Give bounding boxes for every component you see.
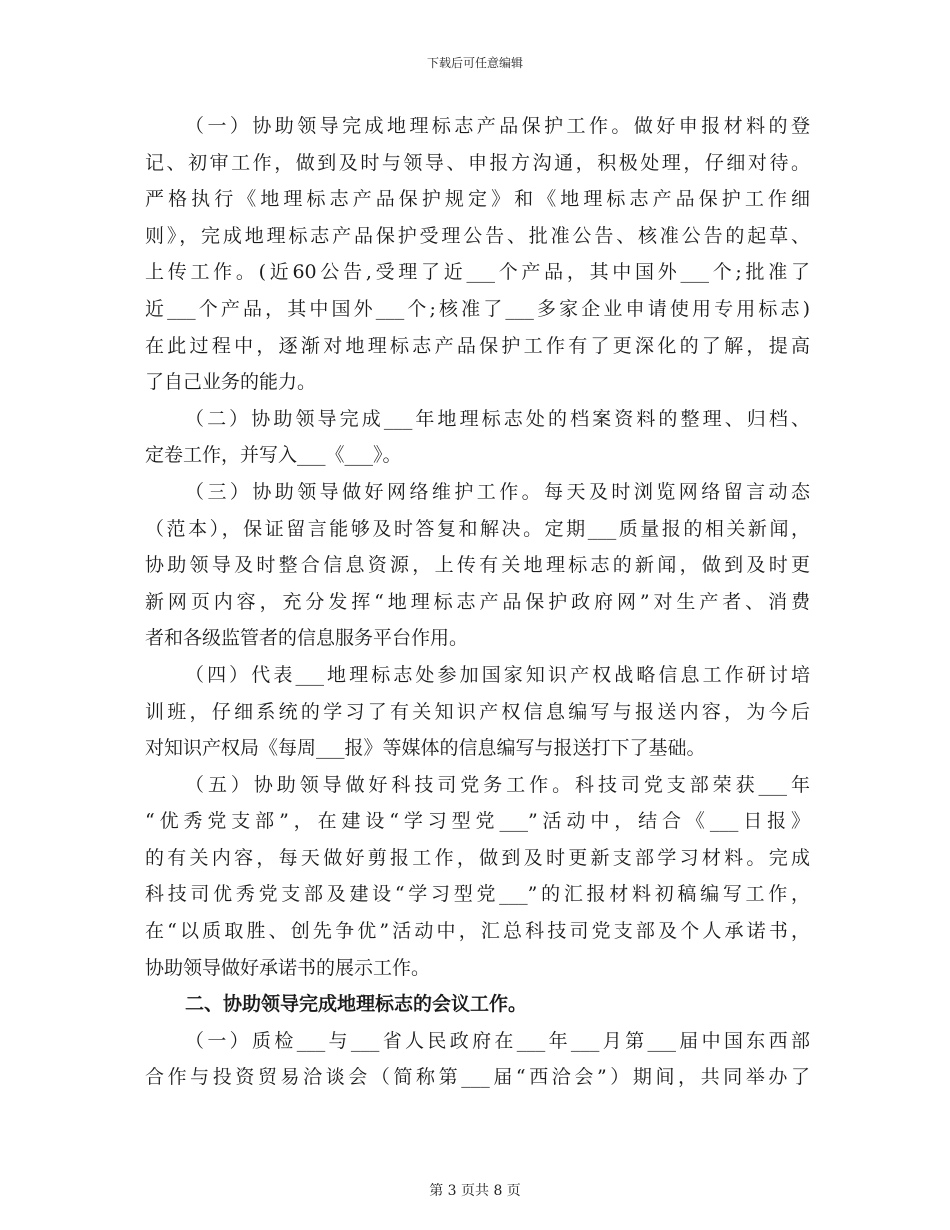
text-line: 在“以质取胜、创先争优”活动中，汇总科技司党支部及个人承诺书， <box>145 920 810 943</box>
section-heading: 二、协助领导完成地理标志的会议工作。 <box>185 993 528 1016</box>
text-line: （四）代表___地理标志处参加国家知识产权战略信息工作研讨培 <box>185 663 810 686</box>
text-line: （一）质检___与___省人民政府在___年___月第___届中国东西部 <box>185 1029 810 1052</box>
text-line: （二）协助领导完成___年地理标志处的档案资料的整理、归档、 <box>185 407 810 430</box>
text-line: 对知识产权局《每周___报》等媒体的信息编写与报送打下了基础。 <box>145 737 706 760</box>
text-line: “优秀党支部”，在建设“学习型党___”活动中，结合《___日报》 <box>145 810 810 833</box>
text-line: 定卷工作，并写入___《___》。 <box>145 444 402 467</box>
text-line: 协助领导及时整合信息资源，上传有关地理标志的新闻，做到及时更 <box>145 554 810 577</box>
text-line: 了自己业务的能力。 <box>145 371 317 394</box>
text-line: 则》，完成地理标志产品保护受理公告、批准公告、核准公告的起草、 <box>145 224 810 247</box>
text-line: 在此过程中，逐渐对地理标志产品保护工作有了更深化的了解，提高 <box>145 334 810 357</box>
text-line: 新网页内容，充分发挥“地理标志产品保护政府网”对生产者、消费 <box>145 590 810 613</box>
text-line: （范本），保证留言能够及时答复和解决。定期___质量报的相关新闻， <box>145 517 810 540</box>
text-line: 科技司优秀党支部及建设“学习型党___”的汇报材料初稿编写工作， <box>145 883 810 906</box>
text-line: 严格执行《地理标志产品保护规定》和《地理标志产品保护工作细 <box>145 188 810 211</box>
document-body <box>145 108 810 1096</box>
text-line: （一）协助领导完成地理标志产品保护工作。做好申报材料的登 <box>185 115 810 137</box>
text-line: 上传工作。(近60公告,受理了近___个产品，其中国外___个;批准了 <box>145 261 810 284</box>
text-line: 记、初审工作，做到及时与领导、申报方沟通，积极处理，仔细对待。 <box>145 151 810 174</box>
text-line: 训班，仔细系统的学习了有关知识产权信息编写与报送内容，为今后 <box>145 700 810 723</box>
text-line: 者和各级监管者的信息服务平台作用。 <box>145 627 469 650</box>
page-header: 下载后可任意编辑 <box>426 56 523 70</box>
text-line: 合作与投资贸易洽谈会（简称第___届“西洽会”）期间，共同举办了 <box>145 1066 810 1089</box>
text-line: 的有关内容，每天做好剪报工作，做到及时更新支部学习材料。完成 <box>145 846 810 869</box>
text-line: （五）协助领导做好科技司党务工作。科技司党支部荣获___年 <box>185 773 810 796</box>
text-line: （三）协助领导做好网络维护工作。每天及时浏览网络留言动态 <box>185 480 810 503</box>
page-footer: 第 3 页共 8 页 <box>429 1183 521 1199</box>
text-line: 近___个产品，其中国外___个;核准了___多家企业申请使用专用标志) <box>145 297 810 320</box>
text-line: 协助领导做好承诺书的展示工作。 <box>145 956 431 979</box>
